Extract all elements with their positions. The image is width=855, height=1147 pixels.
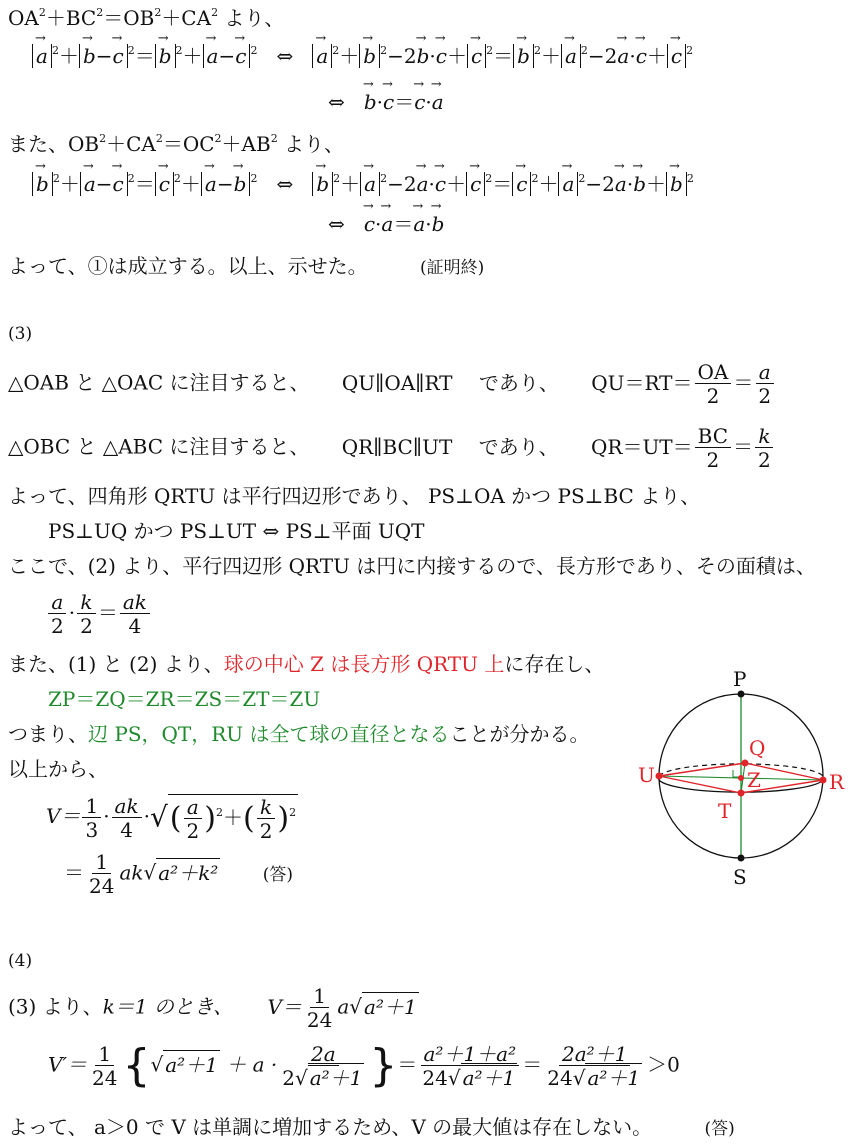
answer-mark: (答) <box>262 864 293 885</box>
derivative-formula: V′＝ $\frac{1}{24}$ {√ a²＋1 ＋ a · $\frac{2a}{\text{2√ a²＋1}}$ }＝ $\frac{\text{a²＋1＋a²}}{\text{24√ a²＋1}}$ ＝ $\frac{\text{2a²＋1}}{\text{24√ a²＋1}}$ ＞0 <box>48 1040 680 1091</box>
part3-line-4: PS⊥UQ かつ PS⊥UT ⇔ PS⊥平面 UQT <box>48 519 425 543</box>
frac-den: 2 <box>186 819 200 843</box>
part3-l2c: であり、 <box>478 434 559 459</box>
frac-den: 2 <box>706 448 720 472</box>
label-t: T <box>718 799 732 823</box>
label-u: U <box>638 763 655 787</box>
frac-num: k <box>257 797 275 819</box>
part4-l1a: (3) より、 <box>8 994 103 1019</box>
fraction-k-2 <box>755 426 774 470</box>
frac-num: k <box>77 592 95 614</box>
den-pre: 2 <box>282 1066 295 1090</box>
highlight-red: 球の中心 Z は長方形 QRTU 上 <box>223 652 505 676</box>
point-r <box>820 777 827 784</box>
frac-num: a²＋1＋a² <box>421 1044 520 1066</box>
qed-mark: (証明終) <box>419 258 485 278</box>
den-rad: a²＋1 <box>461 1063 518 1090</box>
part3-l6a: また、(1) と (2) より、 <box>8 652 224 676</box>
v-label: V＝ <box>267 994 302 1019</box>
fraction-ak-4 <box>120 592 150 636</box>
frac-num: k <box>755 426 773 448</box>
vprime-label: V′＝ <box>48 1052 87 1077</box>
frac-den: 24 <box>89 874 115 898</box>
frac-num: 1 <box>310 986 329 1008</box>
frac-num: 1 <box>95 1044 114 1066</box>
point-p <box>738 691 745 698</box>
fraction-result-1 <box>419 1044 520 1088</box>
point-t <box>738 790 745 797</box>
frac-den: 2 <box>80 614 93 638</box>
part3-line-8 <box>8 724 590 744</box>
answer-mark: (答) <box>704 1119 735 1139</box>
frac-den: 2 <box>259 819 273 843</box>
fraction-bc-2 <box>695 426 731 470</box>
part3-l8a: つまり、 <box>8 722 88 746</box>
label-r: R <box>829 770 845 794</box>
part3-l1b: QU∥OA∥RT <box>341 370 453 395</box>
part3-l2b: QR∥BC∥UT <box>341 434 453 459</box>
proof-result-1: ⇔ → b·→ c＝→ c·→ a <box>328 92 444 112</box>
part3-line-3: よって、四角形 QRTU は平行四辺形であり、 PS⊥OA かつ PS⊥BC より、 <box>8 484 701 508</box>
frac-num: a <box>48 592 66 614</box>
part4-conclusion-text: よって、 a＞0 で V は単調に増加するため、V の最大値は存在しない。 <box>8 1115 653 1139</box>
frac-num: 1 <box>82 796 101 818</box>
part3-l2d: QR＝UT＝ <box>591 434 693 459</box>
highlight-green: 辺 PS，QT，RU は全て球の直径となる <box>88 722 450 746</box>
frac-den: 2√ a²＋1 <box>279 1066 367 1088</box>
part3-line-6 <box>8 654 604 674</box>
v-label: V＝ <box>46 804 81 828</box>
plus-term: ＋ a · <box>226 1052 278 1077</box>
volume-formula-1: V＝ $\frac{1}{3}$ · $\frac{ak}{4}$ ·√( $\frac{a}{2}$ )$^2$＋( $\frac{k}{2}$ )$^2$ <box>46 793 297 843</box>
part3-line-2: △OBC と △ABC に注目すると、 QR∥BC∥UT であり、 QR＝UT＝ $\frac{BC}{2}$ ＝ $\frac{k}{2}$ <box>8 426 776 470</box>
fraction-k-2 <box>257 797 276 841</box>
proof-result-2: ⇔ → c·→ a＝→ a·→ b <box>328 214 444 234</box>
area-expression: $\frac{a}{2}$ · $\frac{k}{2}$ ＝ $\frac{ak}{4}$ <box>46 592 152 636</box>
fraction-1-24 <box>89 1044 120 1088</box>
fraction-a-2 <box>48 592 67 636</box>
label-p: P <box>733 667 747 691</box>
point-z <box>738 775 744 781</box>
label-q: Q <box>749 736 766 760</box>
frac-den: 24√ a²＋1 <box>419 1066 520 1088</box>
frac-den: 2 <box>706 384 720 408</box>
frac-num: a <box>756 362 774 384</box>
fraction-1-24 <box>304 986 335 1030</box>
point-s <box>738 855 745 862</box>
label-s: S <box>733 865 747 889</box>
frac-num: OA <box>695 362 732 384</box>
label-z: Z <box>747 768 761 792</box>
part3-l2a: △OBC と △ABC に注目すると、 <box>8 434 310 459</box>
part3-line-9: 以上から、 <box>8 757 108 781</box>
part3-line-7: ZP＝ZQ＝ZR＝ZS＝ZT＝ZU <box>48 687 321 711</box>
frac-den: 24 <box>306 1008 333 1032</box>
part3-l8b: ことが分かる。 <box>449 722 590 746</box>
part3-l1d: QU＝RT＝ <box>591 370 693 395</box>
fraction-1-3 <box>82 793 101 842</box>
part3-l1c: であり、 <box>478 370 559 395</box>
den-rad: a²＋1 <box>308 1063 365 1090</box>
part4-line-1: (3) より、k＝1 のとき、 V＝ $\frac{1}{24}$ a√ a²＋1 <box>8 984 417 1032</box>
frac-den: 2 <box>51 614 64 638</box>
part3-l6b: に存在し、 <box>504 652 605 676</box>
sphere-figure <box>620 660 845 890</box>
fraction-a-2 <box>184 797 203 841</box>
proof-line-4: また、$OB^2+CA^2=OC^2+AB^2$ より、 <box>8 132 345 156</box>
fraction-inner <box>279 1044 367 1088</box>
frac-num: 1 <box>92 852 111 874</box>
proof-conclusion <box>8 256 484 277</box>
frac-den: 4 <box>120 817 133 842</box>
frac-num: ak <box>112 796 142 818</box>
frac-den: 2 <box>758 384 772 408</box>
fraction-1-24 <box>86 852 117 896</box>
proof-line-1: $OA^2+BC^2=OB^2+CA^2$ より、 <box>8 6 285 30</box>
frac-num: a <box>184 797 202 819</box>
fraction-a-2 <box>755 362 774 406</box>
radicand: a²＋1 <box>362 992 419 1019</box>
point-u <box>656 773 663 780</box>
frac-den: 24√ a²＋1 <box>544 1066 645 1088</box>
frac-num: BC <box>695 426 731 448</box>
frac-den: 24 <box>91 1066 118 1090</box>
part3-line-1: △OAB と △OAC に注目すると、 QU∥OA∥RT であり、 QU＝RT＝ $\frac{OA}{2}$ ＝ $\frac{a}{2}$ <box>8 362 776 406</box>
proof-conclusion-text: よって、①は成立する。以上、示せた。 <box>8 254 368 278</box>
frac-num: ak <box>120 592 150 614</box>
coef: a <box>337 994 350 1019</box>
fraction-result-2 <box>544 1044 645 1088</box>
fraction-ak-4 <box>112 793 142 842</box>
part3-l1a: △OAB と △OAC に注目すると、 <box>8 370 310 395</box>
fraction-k-2 <box>77 592 96 636</box>
frac-num: 2a <box>308 1044 339 1066</box>
fraction-oa-2 <box>695 362 732 406</box>
eq-sign: ＝ <box>64 860 84 885</box>
den-pre: 24 <box>547 1066 573 1090</box>
coef: ak <box>119 860 144 885</box>
point-q <box>742 760 749 767</box>
den-pre: 24 <box>422 1066 448 1090</box>
frac-num: 2a²＋1 <box>559 1044 630 1066</box>
part3-label: (3) <box>8 324 33 344</box>
radicand: a²＋k² <box>156 858 220 885</box>
part4-label: (4) <box>8 951 33 971</box>
part4-conclusion <box>8 1117 735 1138</box>
den-rad: a²＋1 <box>585 1063 642 1090</box>
gt-zero: ＞0 <box>647 1052 680 1077</box>
proof-equation-1: → a $^2$＋→ b−→ c $^2$＝→ b $^2$＋→ a−→ c $^2$ ⇔ → a $^2$＋→ b $^2$−2→ b·→ c＋→ c $^2$＝→ b $^2$＋→ a $^2$−2→ a·→ c＋→ c $^2$ <box>32 46 693 66</box>
frac-den: 2 <box>758 448 771 472</box>
part3-line-5: ここで、(2) より、平行四辺形 QRTU は円に内接するので、長方形であり、その面積は、 <box>8 554 816 578</box>
radicand: a²＋1 <box>163 1050 220 1077</box>
volume-formula-2: ＝ $\frac{1}{24}$ ak√ a²＋k² (答) <box>64 850 293 898</box>
proof-equation-2: → b $^2$＋→ a−→ c $^2$＝→ c $^2$＋→ a−→ b $^2$ ⇔ → b $^2$＋→ a $^2$−2→ a·→ c＋→ c $^2$＝→ c $^2$＋→ a $^2$−2→ a·→ b＋→ b $^2$ <box>32 174 694 194</box>
frac-den: 4 <box>128 614 142 638</box>
part4-l1b: k＝1 のとき、 <box>102 994 234 1019</box>
frac-den: 3 <box>85 817 99 842</box>
